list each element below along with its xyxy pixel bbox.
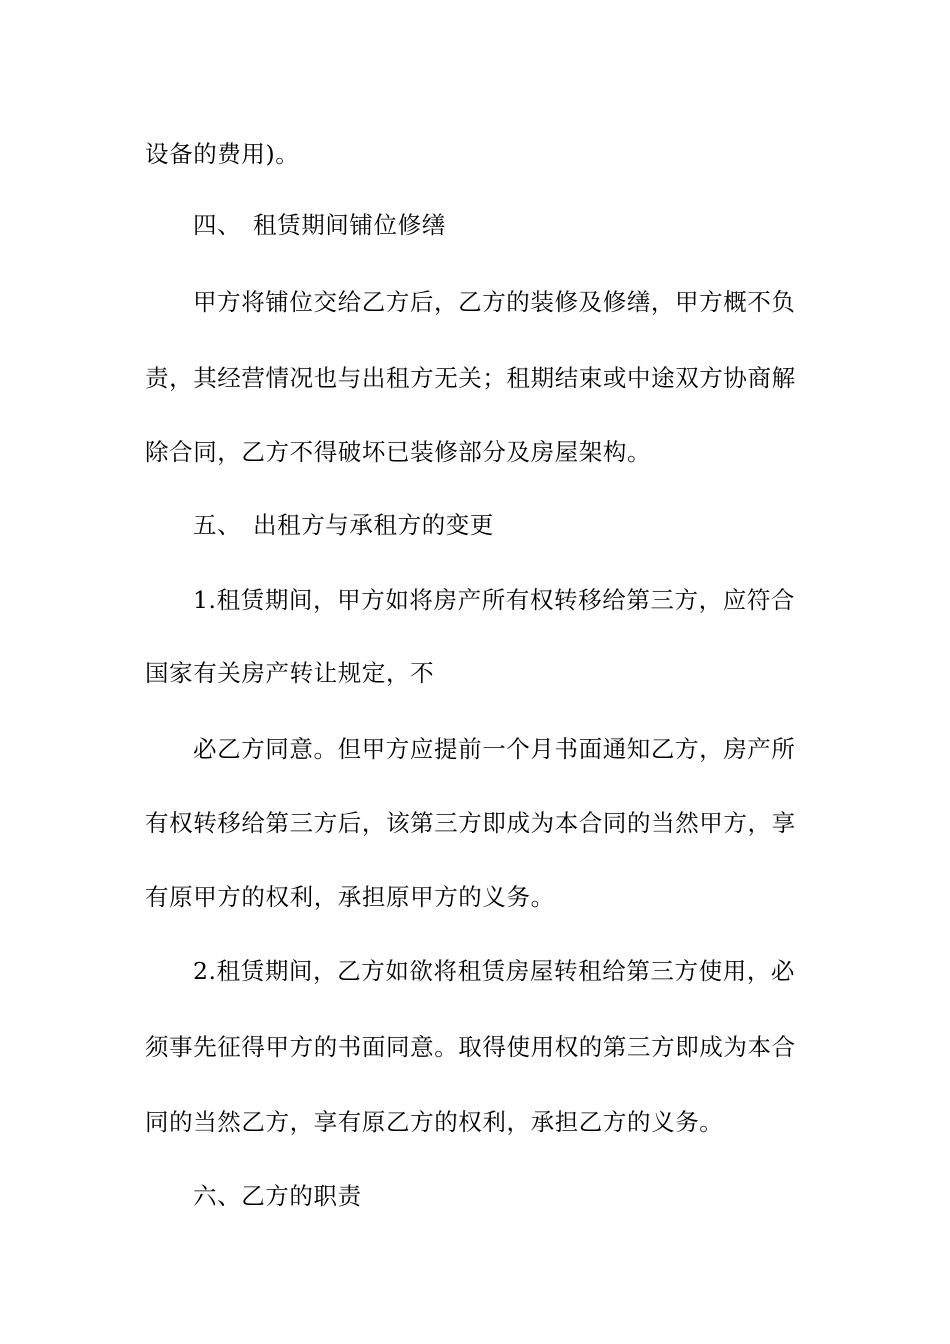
paragraph-line: 有权转移给第三方后，该第三方即成为本合同的当然甲方，享 — [145, 809, 796, 837]
paragraph-line: 1.租赁期间，甲方如将房产所有权转移给第三方，应符合 — [193, 586, 796, 614]
paragraph-line: 除合同，乙方不得破坏已装修部分及房屋架构。 — [145, 438, 652, 466]
paragraph-line: 有原甲方的权利，承担原甲方的义务。 — [145, 883, 555, 911]
paragraph-line: 2.租赁期间，乙方如欲将租赁房屋转租给第三方使用，必 — [193, 957, 796, 985]
paragraph-line: 国家有关房产转让规定，不 — [145, 659, 435, 687]
paragraph-line: 须事先征得甲方的书面同意。取得使用权的第三方即成为本合 — [145, 1033, 796, 1061]
section-number: 五、 — [193, 511, 242, 539]
paragraph-line: 责，其经营情况也与出租方无关；租期结束或中途双方协商解 — [145, 364, 796, 392]
section-title: 出租方与承租方的变更 — [253, 511, 494, 539]
section-title: 租赁期间铺位修缮 — [253, 211, 446, 239]
paragraph-line: 必乙方同意。但甲方应提前一个月书面通知乙方，房产所 — [193, 735, 796, 763]
section-heading-5 — [193, 509, 810, 541]
section-number: 四、 — [193, 211, 242, 239]
section-heading-6: 六、乙方的职责 — [193, 1182, 362, 1210]
paragraph-line: 同的当然乙方，享有原乙方的权利，承担乙方的义务。 — [145, 1108, 724, 1136]
section-heading-4 — [193, 209, 810, 241]
paragraph-line: 甲方将铺位交给乙方后，乙方的装修及修缮，甲方概不负 — [193, 288, 796, 316]
paragraph-line: 设备的费用)。 — [145, 140, 300, 168]
